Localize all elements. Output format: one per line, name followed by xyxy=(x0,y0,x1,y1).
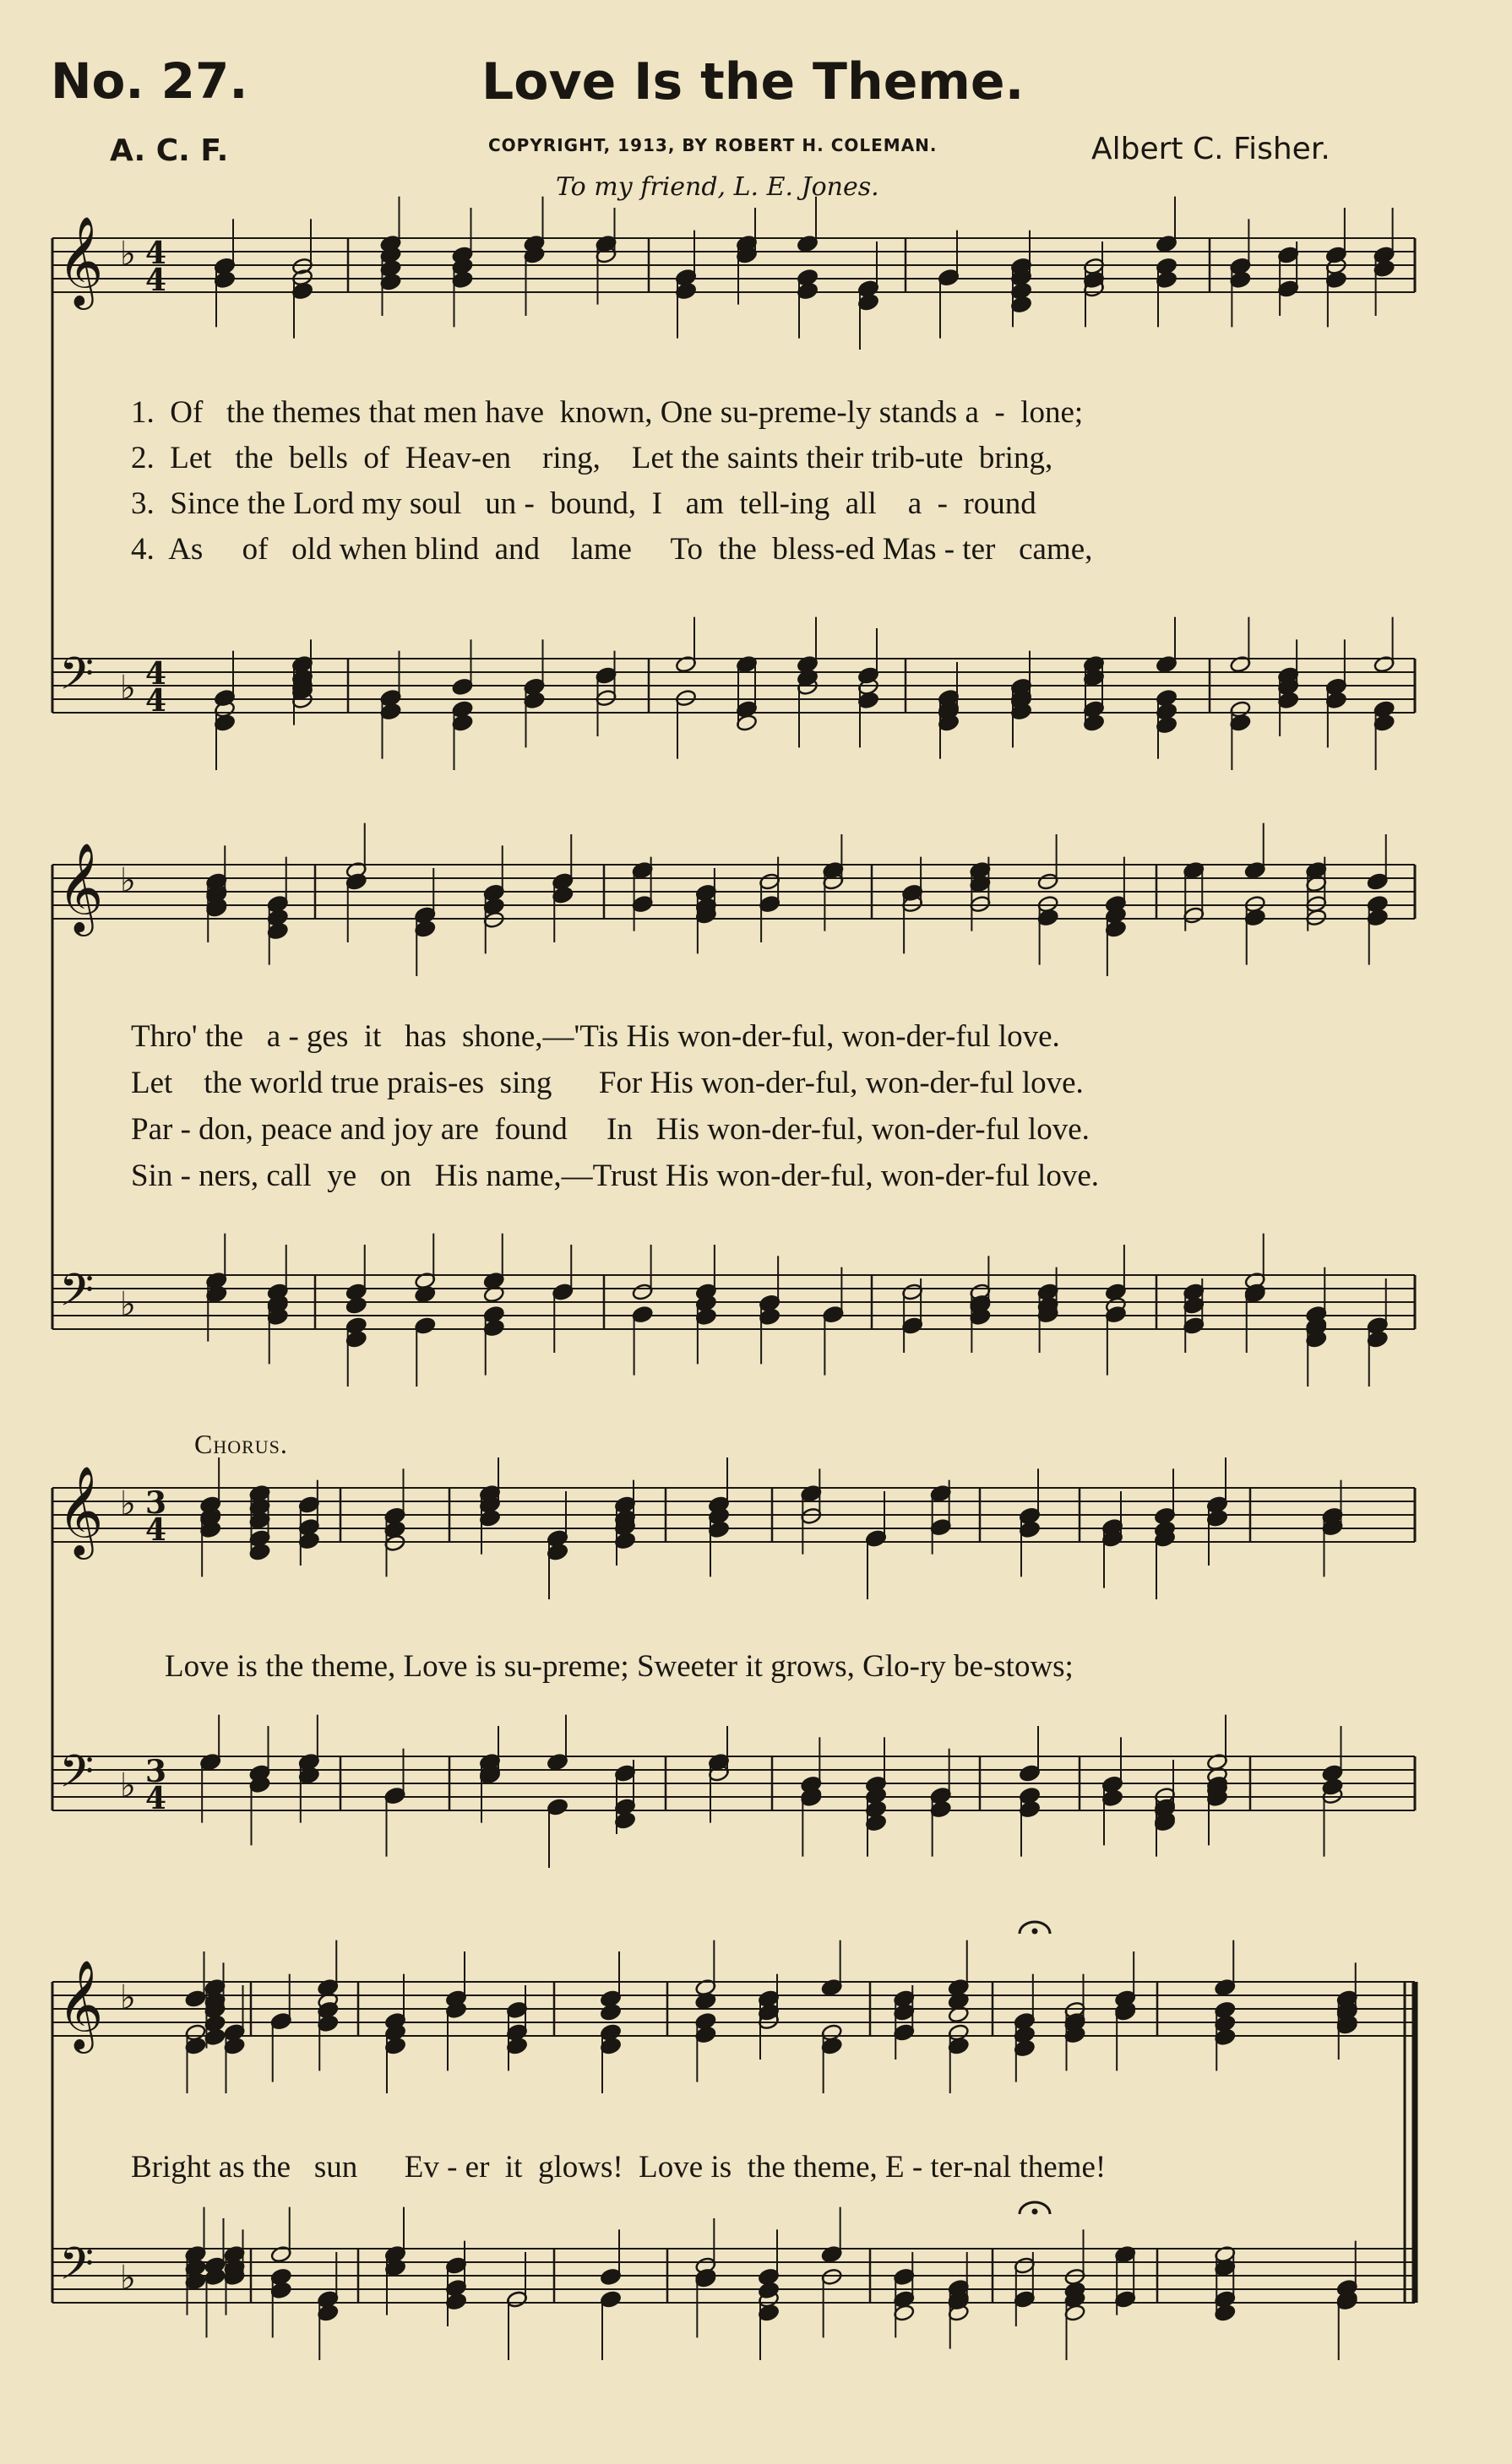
verse-3-line-2: Par - don, peace and joy are found In His won-der-ful, won-der-ful love. xyxy=(131,1112,1090,1147)
composer-initials: A. C. F. xyxy=(110,133,229,168)
verse-1-line-2: Thro' the a - ges it has shone,—'Tis His won-der-ful, won-der-ful love. xyxy=(131,1019,1060,1054)
flat-sign: ♭ xyxy=(120,2259,136,2298)
author-name: Albert C. Fisher. xyxy=(1091,132,1330,166)
bass-clef: 𝄢 xyxy=(59,1746,95,1809)
flat-sign: ♭ xyxy=(120,1767,136,1805)
time-signature-bottom: 4 xyxy=(145,1512,167,1548)
time-signature-top: 3 xyxy=(145,1485,167,1521)
note-head xyxy=(600,2003,622,2022)
hymn-number: No. 27. xyxy=(51,52,248,110)
hymn-title: Love Is the Theme. xyxy=(481,52,1025,111)
time-signature-top: 4 xyxy=(145,236,167,271)
flat-sign: ♭ xyxy=(120,1285,136,1324)
flat-sign: ♭ xyxy=(120,1978,136,2017)
treble-clef: 𝄞 xyxy=(57,842,104,932)
flat-sign: ♭ xyxy=(120,861,136,900)
verse-1-line-1: 1. Of the themes that men have known, One su-preme-ly stands a - lone; xyxy=(131,395,1084,430)
bass-clef: 𝄢 xyxy=(59,1265,95,1327)
verse-3-line-1: 3. Since the Lord my soul un - bound, I am tell-ing all a - round xyxy=(131,486,1036,521)
flat-sign: ♭ xyxy=(120,669,136,708)
flat-sign: ♭ xyxy=(120,1484,136,1523)
flat-sign: ♭ xyxy=(120,235,136,274)
dedication: To my friend, L. E. Jones. xyxy=(556,172,879,202)
verse-4-line-2: Sin - ners, call ye on His name,—Trust His won-der-ful, won-der-ful love. xyxy=(131,1159,1100,1193)
chorus-line-1: Love is the theme, Love is su-preme; Sweeter it grows, Glo-ry be-stows; xyxy=(165,1649,1074,1684)
bass-clef: 𝄢 xyxy=(59,649,95,711)
treble-clef: 𝄞 xyxy=(57,1959,104,2049)
time-signature-top: 4 xyxy=(145,656,167,692)
verse-2-line-2: Let the world true prais-es sing For His won-der-ful, won-der-ful love. xyxy=(131,1066,1084,1100)
time-signature-bottom: 4 xyxy=(145,683,167,719)
copyright-notice: COPYRIGHT, 1913, BY ROBERT H. COLEMAN. xyxy=(488,135,938,155)
verse-2-line-1: 2. Let the bells of Heav-en ring, Let the saints their trib-ute bring, xyxy=(131,441,1053,475)
time-signature-bottom: 4 xyxy=(145,263,167,298)
chorus-line-2: Bright as the sun Ev - er it glows! Love is the theme, E - ter-nal theme! xyxy=(131,2150,1107,2184)
verse-4-line-1: 4. As of old when blind and lame To the bless-ed Mas - ter came, xyxy=(131,532,1093,567)
time-signature-bottom: 4 xyxy=(145,1781,167,1816)
chorus-label: Chorus. xyxy=(194,1429,288,1459)
note-head xyxy=(345,1296,367,1315)
treble-clef: 𝄞 xyxy=(57,1465,104,1555)
treble-clef: 𝄞 xyxy=(57,215,104,306)
bass-clef: 𝄢 xyxy=(59,2239,95,2301)
time-signature-top: 3 xyxy=(145,1754,167,1789)
